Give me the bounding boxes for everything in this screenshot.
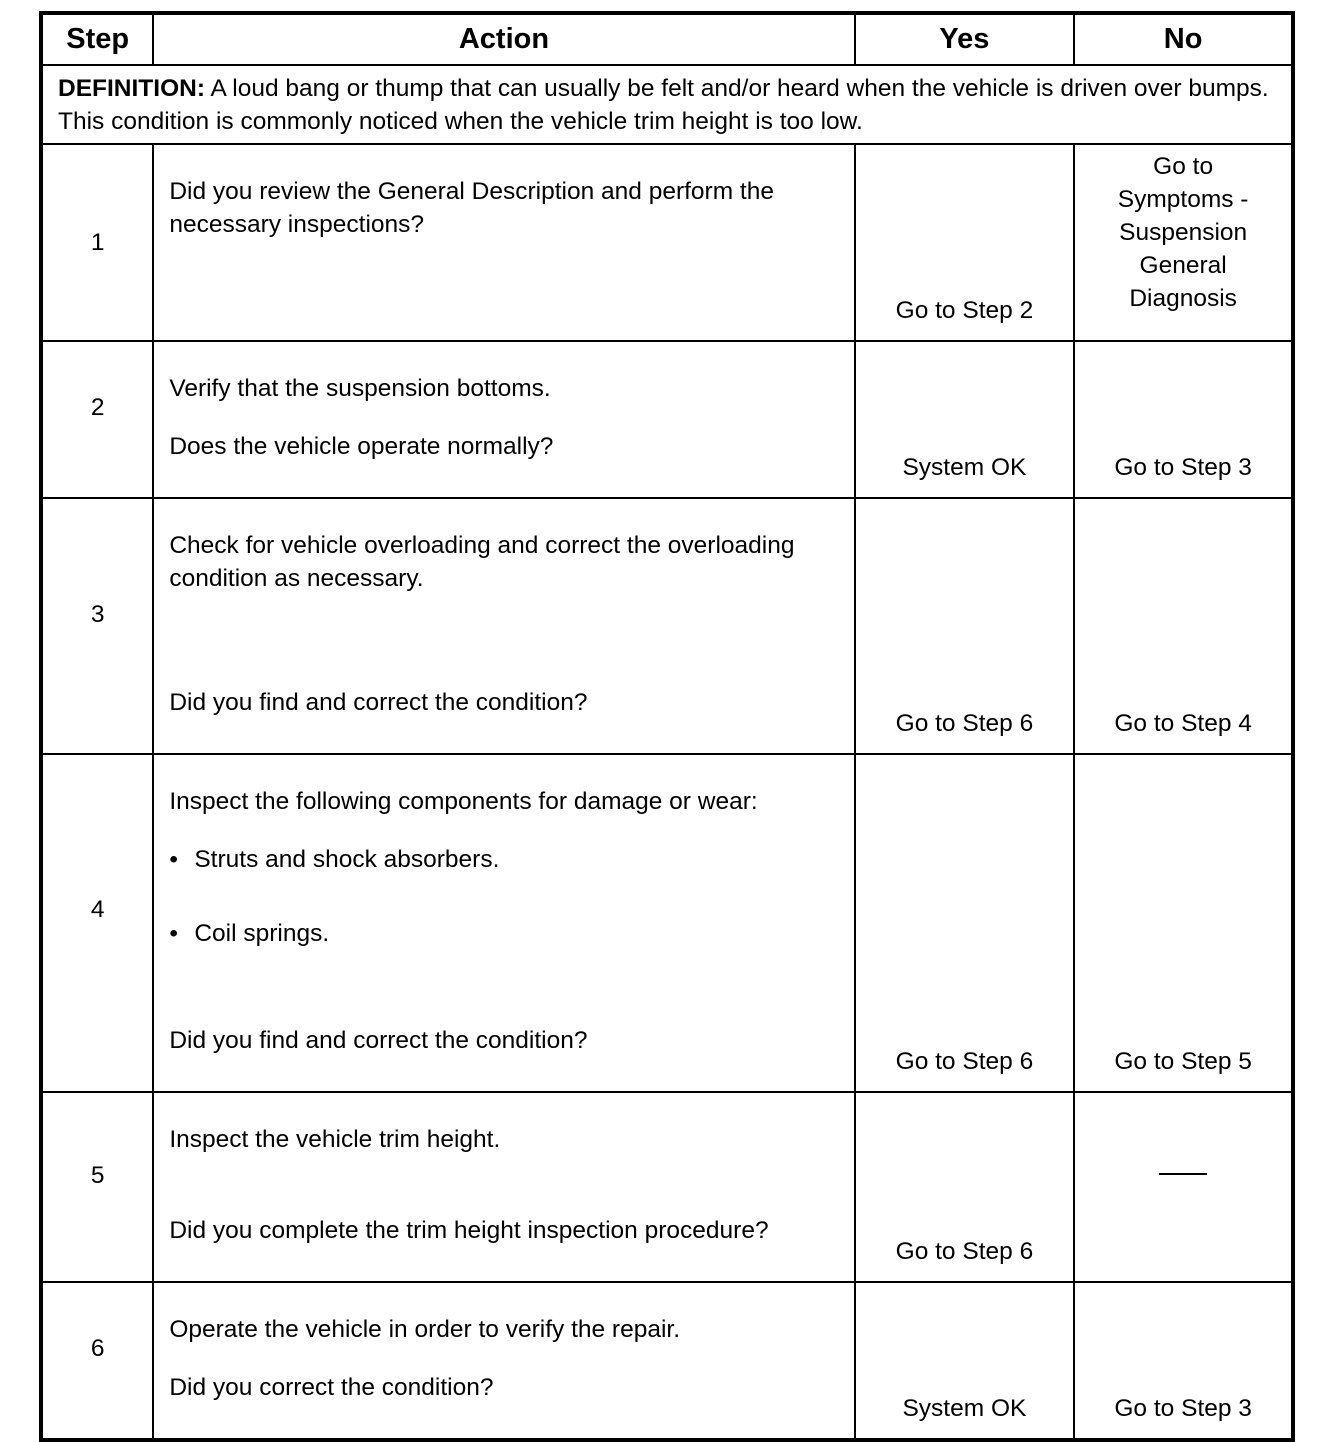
table-row [41,144,1293,341]
action-cell [153,1092,854,1282]
no-result: Go to Step 5 [1074,754,1293,1092]
action-cell [153,1282,854,1440]
action-text: Inspect the vehicle trim height. [169,1125,501,1153]
step-number-text: 5 [90,1161,105,1189]
yes-result: Go to Step 6 [855,1092,1075,1282]
bullet-text: Struts and shock absorbers. [194,845,500,873]
definition-text: A loud bang or thump that can usually be felt and/or heard when the vehicle is driven over bumps. This condition is commonly noticed when the vehicle trim height is too low. [58,75,1269,135]
diagnostic-table [39,11,1295,1442]
action-question: Did you find and correct the condition? [169,688,588,716]
action-question: Did you find and correct the condition? [169,1026,588,1054]
step-number [41,341,153,498]
step-number [41,754,153,1092]
header-no: No [1074,13,1293,65]
definition-label: DEFINITION: [58,75,205,102]
step-number [41,1092,153,1282]
step-number-text: 2 [90,394,105,421]
no-result-text: Go to Symptoms - Suspension General Diagnosis [1117,153,1249,312]
action-text: Check for vehicle overloading and correct the overloading condition as necessary. [169,531,795,592]
action-question: Does the vehicle operate normally? [169,432,554,460]
no-result [1074,144,1293,341]
table-row [41,754,1293,1092]
action-question: Did you complete the trim height inspection procedure? [169,1216,769,1244]
yes-result: Go to Step 2 [855,144,1075,341]
bullet-item [169,917,843,950]
no-result [1074,1092,1293,1282]
action-text: Inspect the following components for damage or wear: [169,787,758,815]
action-text: Operate the vehicle in order to verify the repair. [169,1315,681,1343]
no-result-dash [1159,1173,1207,1175]
yes-result: Go to Step 6 [855,754,1075,1092]
no-result: Go to Step 3 [1074,1282,1293,1440]
bullet-icon: • [169,845,178,873]
bullet-text: Coil springs. [194,919,330,947]
header-action: Action [153,13,854,65]
header-yes: Yes [855,13,1075,65]
table-row [41,1282,1293,1440]
step-number-text: 4 [90,895,105,923]
step-number: 1 [41,144,153,341]
yes-result: System OK [855,1282,1075,1440]
step-number-text: 6 [90,1335,105,1362]
action-cell [153,754,854,1092]
step-number [41,498,153,754]
header-row [41,13,1293,65]
action-text: Did you review the General Description and perform the necessary inspections? [169,177,774,238]
table-row [41,498,1293,754]
action-cell [153,498,854,754]
table-row [41,341,1293,498]
no-result: Go to Step 3 [1074,341,1293,498]
no-result: Go to Step 4 [1074,498,1293,754]
bullet-icon: • [169,919,178,947]
step-number [41,1282,153,1440]
action-cell [153,341,854,498]
definition-cell [41,65,1293,144]
yes-result: System OK [855,341,1075,498]
action-text: Verify that the suspension bottoms. [169,374,551,402]
action-question: Did you correct the condition? [169,1373,494,1401]
yes-result: Go to Step 6 [855,498,1075,754]
header-step: Step [41,13,153,65]
step-number-text: 3 [90,600,105,628]
definition-row [41,65,1293,144]
bullet-item [169,843,843,876]
table-row [41,1092,1293,1282]
action-cell [153,144,854,341]
